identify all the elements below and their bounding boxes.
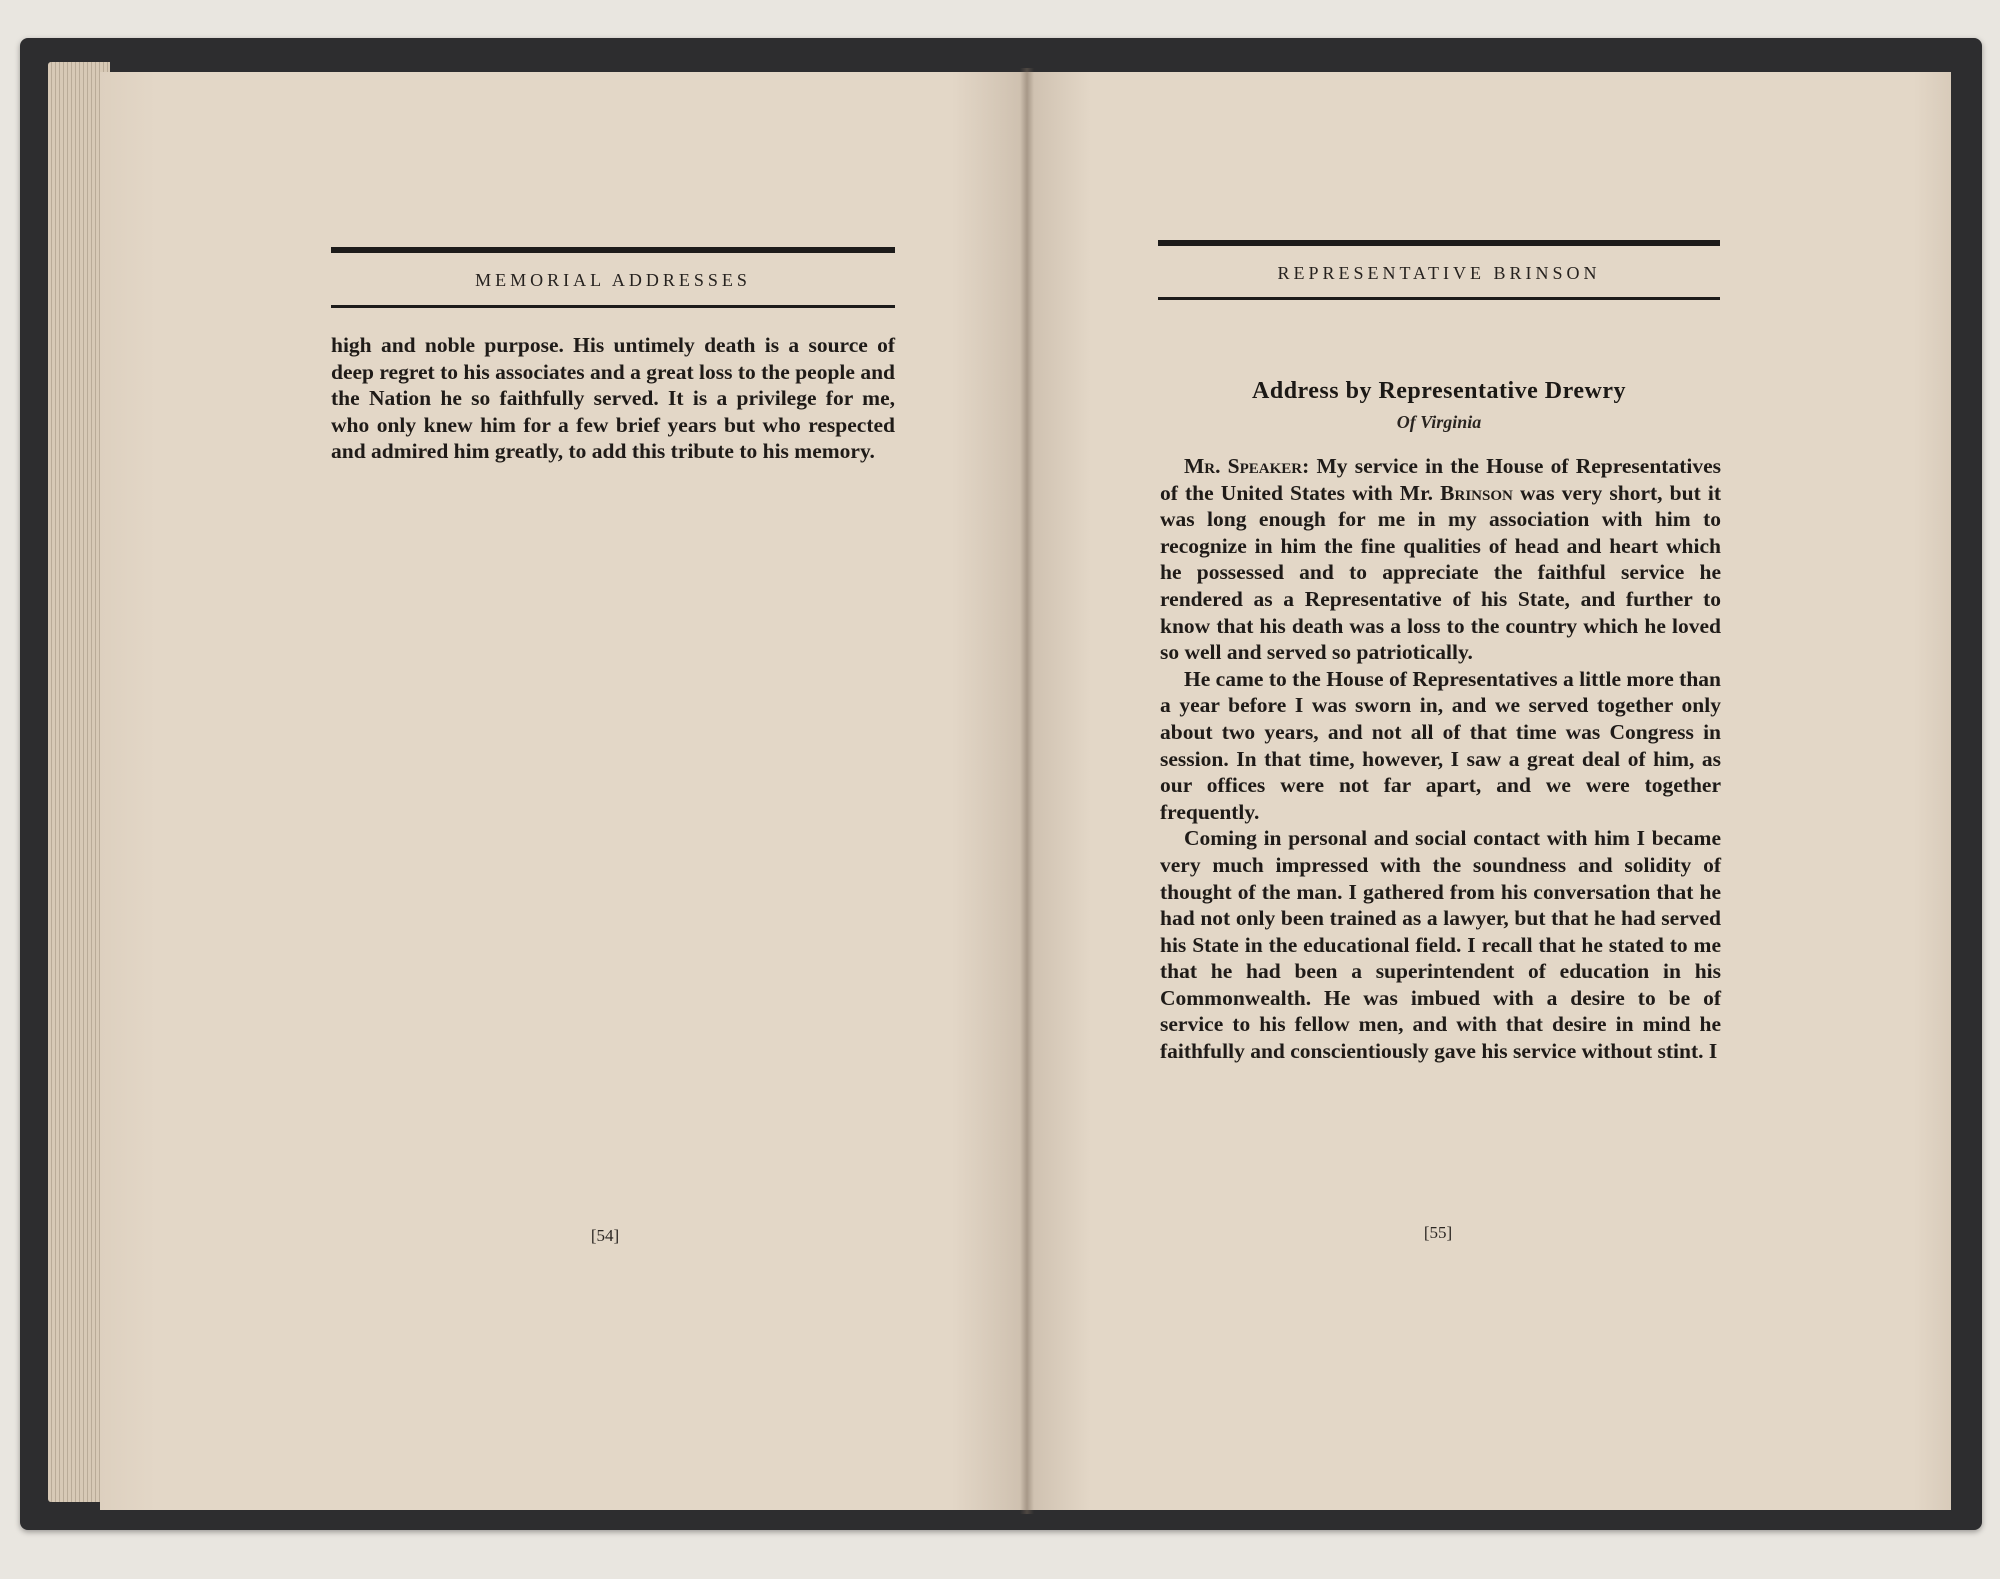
name-brinson: Brinson — [1440, 480, 1513, 505]
address-title: Address by Representative Drewry — [1252, 378, 1626, 404]
right-page-number: [55] — [1423, 1223, 1453, 1242]
left-running-head: MEMORIAL ADDRESSES — [475, 270, 751, 290]
right-paragraph-2: He came to the House of Representatives a little more than a year before I was sworn in, and we served together only about two years, and not all of that time was Congress in session. In that time, however, I saw a great deal of him, as our offices were not far apart, and we were together frequently. — [1160, 666, 1721, 824]
right-paragraph-1 — [1160, 453, 1721, 666]
left-header-rule-bottom — [331, 305, 895, 308]
right-running-head: REPRESENTATIVE BRINSON — [1277, 263, 1601, 283]
spine-crease — [1020, 68, 1034, 1514]
left-page-number: [54] — [590, 1226, 620, 1245]
left-header-rule-top — [331, 247, 895, 253]
right-header-rule-top — [1158, 240, 1720, 246]
address-subtitle: Of Virginia — [1396, 412, 1482, 432]
right-header-rule-bottom — [1158, 297, 1720, 300]
paragraph-1-part-b: was very short, but it was long enough for me in my association with him to recognize in him the fine qualities of head and heart which he possessed and to appreciate the faithful service he rendered as a Representative of his State, and further to know that his death was a loss to the country which he loved so well and served so patriotically. — [1160, 480, 1721, 665]
left-paragraph: high and noble purpose. His untimely death is a source of deep regret to his associates and a great loss to the people and the Nation he so faithfully served. It is a privilege for me, who only knew him for a few brief years but who respected and admired him greatly, to add this tribute to his memory. — [331, 333, 895, 464]
paragraph-1-part-a: : My service in the House of Representatives of the United States with Mr. — [1160, 454, 1721, 505]
salutation: Mr. Speaker — [1184, 454, 1303, 478]
left-body-text — [331, 332, 895, 465]
right-paragraph-3: Coming in personal and social contact with him I became very much impressed with the soundness and solidity of thought of the man. I gathered from his conversation that he had not only been trained as a lawyer, but that he had served his State in the educational field. I recall that he stated to me that he had been a superintendent of education in his Commonwealth. He was imbued with a desire to be of service to his fellow men, and with that desire in mind he faithfully and conscientiously gave his service without stint. I — [1160, 826, 1721, 1064]
right-body-text — [1160, 453, 1721, 1065]
